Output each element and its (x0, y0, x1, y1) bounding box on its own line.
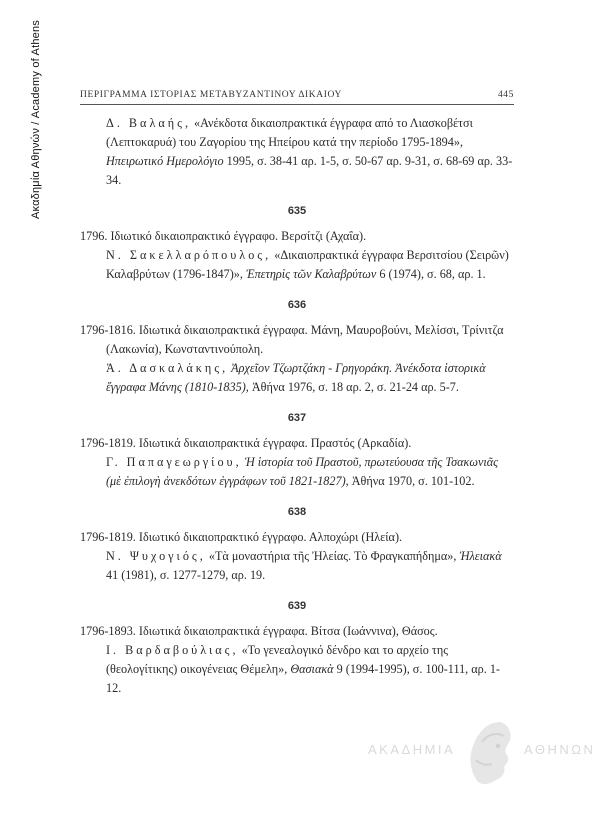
reference-tail: 9 (1994-1995), σ. 100-111, αρ. 1-12. (106, 662, 500, 695)
reference-text: «Δικαιοπρακτικά έγγραφα Βερσιτσίου (Σειρῶν) Καλαβρύτων (1796-1847)», (106, 248, 509, 281)
reference-journal: Ηπειρωτικό Ημερολόγιο (106, 154, 224, 168)
reference-author: Δ. Βαλαής, (106, 116, 191, 130)
entry-reference (80, 453, 514, 491)
reference-author: Ν. Ψυχογιός, (106, 549, 206, 563)
reference-author: Ἀ. Δασκαλάκης, (106, 361, 229, 375)
running-head (80, 90, 514, 100)
entry-line: 1796-1816. Ιδιωτικά δικαιοπρακτικά έγγραφα. Μάνη, Μαυροβούνι, Μελίσσι, Τρίνιτζα (Λακωνία), Κωνσταντινούπολη. (80, 323, 504, 356)
reference-journal: Ἐπετηρὶς τῶν Καλαβρύτων (245, 267, 377, 281)
athena-head-icon (460, 712, 520, 792)
entry-637 (80, 409, 514, 491)
entry-line: 1796-1819. Ιδιωτικά δικαιοπρακτικά έγγραφα. Πραστός (Αρκαδία). (80, 436, 412, 450)
entry-636 (80, 296, 514, 397)
reference-tail: Ἀθήνα 1970, σ. 101-102. (351, 474, 475, 488)
entry-639 (80, 597, 514, 698)
watermark-text-left: ΑΚΑΔΗΜΙΑ (368, 742, 456, 757)
entry-reference (80, 641, 514, 698)
intro-reference (80, 114, 514, 190)
academy-watermark (368, 712, 600, 792)
main-content (80, 114, 514, 698)
reference-text: «Το γενεαλογικό δένδρο και το αρχείο της (θεολογίτικης) οικογένειας Θέμελη», (106, 643, 449, 676)
entry-reference (80, 359, 514, 397)
reference-text: «Τὰ μοναστήρια τῆς Ἠλείας. Τὸ Φραγκαπήδημα», (208, 549, 457, 563)
entry-reference (80, 246, 514, 284)
entry-line: 1796-1819. Ιδιωτικό δικαιοπρακτικό έγγραφο. Αλποχώρι (Ηλεία). (80, 530, 403, 544)
reference-journal: Θασιακὰ (290, 662, 334, 676)
reference-author: Ι. Βαρδαβούλιας, (106, 643, 239, 657)
entry-635 (80, 202, 514, 284)
entry-638 (80, 503, 514, 585)
side-label: Ακαδημία Αθηνών / Academy of Athens (30, 20, 42, 220)
entry-line: 1796-1893. Ιδιωτικά δικαιοπρακτικά έγγραφα. Βίτσα (Ιωάννινα), Θάσος. (80, 624, 438, 638)
reference-journal: Ἡ ἱστορία τοῦ Πραστοῦ, πρωτεύουσα τῆς Τσακωνιᾶς (μὲ ἐπιλογὴ ἀνεκδότων ἐγγράφων τοῦ 1821-1827), (106, 455, 499, 488)
reference-author: Ν. Σακελλαρόπουλος, (106, 248, 272, 262)
watermark-text-right: ΑΘΗΝΩΝ (524, 742, 596, 757)
reference-tail: 1995, σ. 38-41 αρ. 1-5, σ. 50-67 αρ. 9-31, σ. 68-69 αρ. 33-34. (106, 154, 513, 187)
reference-tail: Ἀθήνα 1976, σ. 18 αρ. 2, σ. 21-24 αρ. 5-7. (251, 380, 459, 394)
entry-number: 637 (287, 412, 307, 424)
entry-reference (80, 547, 514, 585)
reference-tail: 6 (1974), σ. 68, αρ. 1. (379, 267, 486, 281)
page-number: 445 (497, 90, 514, 100)
entry-number: 636 (287, 299, 307, 311)
reference-author: Γ. Παπαγεωργίου, (106, 455, 242, 469)
entry-number: 638 (287, 506, 307, 518)
reference-journal: Ἠλειακὰ (459, 549, 502, 563)
reference-journal: Ἀρχεῖον Τζωρτζάκη - Γρηγοράκη. Ἀνέκδοτα ἱστορικὰ ἔγγραφα Μάνης (1810-1835), (106, 361, 486, 394)
reference-tail: 41 (1981), σ. 1277-1279, αρ. 19. (106, 568, 266, 582)
header-rule (80, 104, 514, 105)
reference-text: «Ανέκδοτα δικαιοπρακτικά έγγραφα από το Λιασκοβέτσι (Λεπτοκαρυά) του Ζαγορίου της Ηπείρου κατά την περίοδο 1795-1894», (106, 116, 473, 149)
entry-line: 1796. Ιδιωτικό δικαιοπρακτικό έγγραφο. Βερσίτζι (Αχαΐα). (80, 229, 367, 243)
entry-number: 639 (287, 600, 307, 612)
running-head-title: ΠΕΡΙΓΡΑΜΜΑ ΙΣΤΟΡΙΑΣ ΜΕΤΑΒΥΖΑΝΤΙΝΟΥ ΔΙΚΑΙΟΥ (80, 90, 342, 100)
entry-number: 635 (287, 205, 307, 217)
